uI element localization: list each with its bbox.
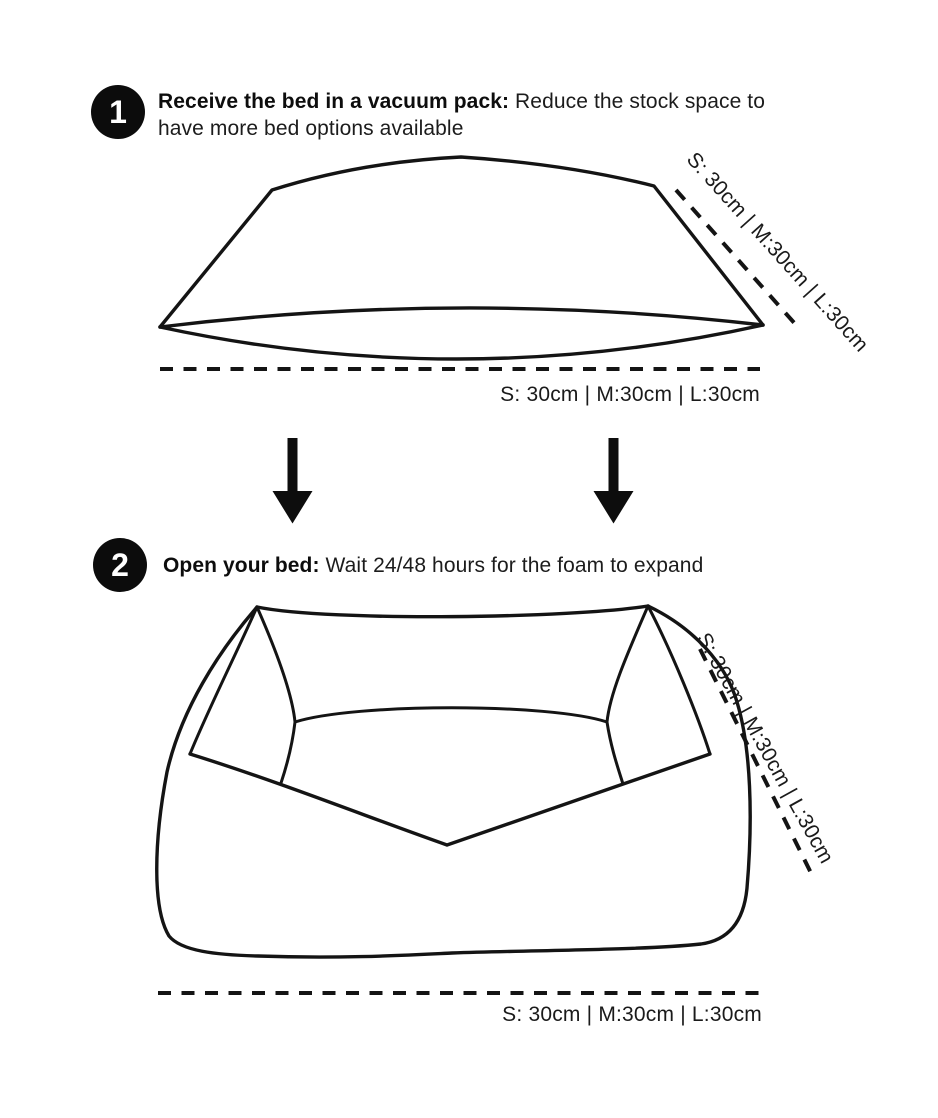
step-2-title-rest: Wait 24/48 hours for the foam to expand — [319, 554, 704, 577]
step-2-number: 2 — [111, 547, 129, 583]
step-1-title-rest: Reduce the stock space to have more bed options available — [158, 90, 766, 140]
arrow-down-icon — [594, 438, 634, 524]
bed-depth-label: S: 30cm | M:30cm | L:30cm — [691, 629, 838, 868]
expanded-bed-drawing — [157, 606, 750, 957]
down-arrows — [273, 438, 634, 524]
step-1-badge — [91, 85, 145, 139]
bed-width-label: S: 30cm | M:30cm | L:30cm — [502, 1003, 762, 1026]
step-1-title — [158, 88, 798, 142]
pack-width-label: S: 30cm | M:30cm | L:30cm — [500, 383, 760, 406]
step-2-badge — [93, 538, 147, 592]
arrow-down-icon — [273, 438, 313, 524]
step-1-title-bold: Receive the bed in a vacuum pack: — [158, 90, 510, 113]
vacuum-pack-drawing — [160, 157, 763, 359]
step-2-title-bold: Open your bed: — [163, 554, 320, 577]
step-2-title — [163, 552, 703, 579]
step-1-number: 1 — [109, 94, 127, 130]
pack-depth-label: S: 30cm | M:30cm | L:30cm — [681, 148, 873, 357]
